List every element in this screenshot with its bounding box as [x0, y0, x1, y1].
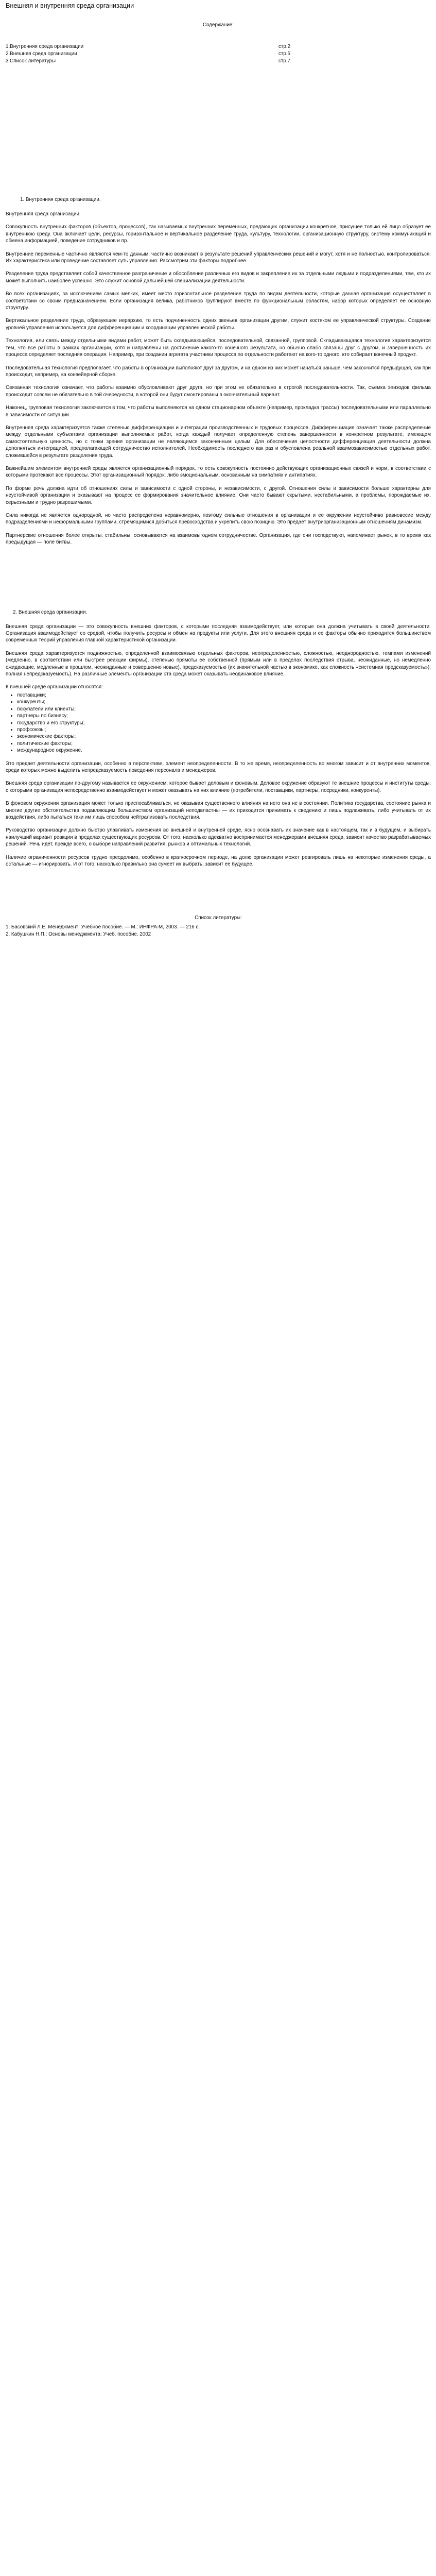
section2-body — [6, 623, 431, 691]
paragraph: Разделение труда представляет собой качественное разграничение и обособление различных его видов и закрепление их за отдельными людьми и подразделениями, тем, кто их может выполнить наиболее успешно. Это служит основой дальнейшей специализации деятельности. — [6, 271, 431, 284]
paragraph: Внешняя среда организации — это совокупность внешних факторов, с которыми последняя взаимодействует, или которые она должна учитывать в своей деятельности. Организация взаимодействует со средой, чтобы получить ресурсы и обмен на продукты или услуги. Для этого внешняя среда и ее факторы обычно приходится большинством современных теорий управления главной характеристикой организации. — [6, 623, 431, 643]
toc-item-label: 2.Внешняя среда организации — [6, 51, 77, 57]
page-title: Внешняя и внутренняя среда организации — [6, 2, 134, 9]
literature-list — [6, 924, 431, 938]
toc-item — [6, 43, 431, 50]
spacer — [6, 552, 431, 609]
section2-heading: 2. Внешняя среда организации. — [13, 609, 88, 615]
paragraph: Последовательная технология предполагает, что работы в организации выполняют друг за другом, и на одном из них может начаться раньше, чем закончится предыдущая, как при происходит, например, на конвейерной сборке. — [6, 365, 431, 378]
paragraph: Совокупность внутренних факторов (объектов, процессов), так называемых внутренних переменных, предающих организации конкретное, присущее только ей лицо образует ее внутреннюю среду. Она включает цели, ресурсы, горизонтальное и вертикальное разделение труда, культуру, технологии, организационную структуру, систему коммуникаций и обмена информацией, поведение сотрудников и пр. — [6, 224, 431, 244]
toc-item-page: стр.5 — [278, 51, 291, 57]
paragraph: В фоновом окружении организация может только приспосабливаться, не оказывая существенного влияния на него она не в состоянии. Политика государства, состояние рынка и многие другие обстоятельства подавляющим большинством организаций неподвластны — их приходится принимать к сведению и лишь подлаживать, либо учитывать от их воздействия, либо пытаться таки им лишь способом нейтрализовать последствия. — [6, 801, 431, 820]
document — [0, 0, 436, 948]
paragraph: Технология, или связь между отдельными видами работ, может быть складывающейся, последовательной, связанной, групповой. Складывающаяся технология характеризуется тем, что все работы в рамках организации, хотя и направлены на достижение какого-то конечного результата, но обычно слабо связаны друг с другом, и завершенность их процесса определяет последняя операция. Например, при создании агрегата участники процесса по отдельности работают на кого-то одного, кто собирает конечный продукт. — [6, 338, 431, 358]
paragraph: Внутренняя среда характеризуется также степенью дифференциации и интеграции производственных и трудовых процессов. Дифференциация означает также распределение между отдельными субъектами организации выполняемых работ, когда каждый получает определенную степень завершенности в конкретном результате, имеющем самостоятельную ценность, но с точки зрения организации не являющимся законченным целым. Для обеспечения целостности дифференциация деятельности должна дополняться интеграцией, предполагающей сотрудничество исполнителей. Необходимость последнего как раз и обусловлена реальной взаимозависимостью отдельных работ, сложившейся в результате разделения труда. — [6, 425, 431, 459]
paragraph: Руководство организации должно быстро улавливать изменения во внешней и внутренней среде, ясно осознавать их значение как в настоящем, так и в будущем, и выбирать наилучший вариант реакции в пределах существующих ресурсов. От того, насколько адекватно воспринимается менеджерами внешняя среда, зависит качество разрабатываемых решений. Речь идет, прежде всего, о выборе направлений развития, рынков и оптимальных технологий. — [6, 827, 431, 848]
paragraph: Наконец, групповая технология заключается в том, что работы выполняются на одном стационарном объекте (например, прокладка трассы) последовательными или параллельно в зависимости от ситуации. — [6, 405, 431, 418]
table-of-contents — [6, 43, 431, 65]
paragraph: Это предает деятельности организации, особенно в перспективе, элемент неопределенности. В то же время, неопределенность во многом зависит и от внутренних моментов, среди которых можно выделить непредсказуемость поведения персонала и менеджеров. — [6, 760, 431, 773]
spacer — [6, 874, 431, 915]
list-item: • международное окружение. — [17, 747, 431, 754]
list-item: • покупатели или клиенты; — [17, 706, 431, 713]
toc-item — [6, 58, 431, 65]
paragraph: По форме речь должна идти об отношениях силы и зависимости с одной стороны, и независимости, с другой. Отношения силы и зависимости больше характерны для неустойчивой организации и оказывают на процесс ее формирования значительное влияние. Они часто бывают скрытыми, нестабильными, а проблемы, порождаемые их, серьезными и трудно разрешимыми. — [6, 485, 431, 505]
list-item: • поставщики; — [17, 692, 431, 699]
paragraph: Внутренние переменные частично являются чем-то данным, частично возникают в результате решений управленческих решений и могут, хотя и не полностью, контролироваться. Их характеристика или проведение составляет суть управления. Рассмотрим эти факторы подробнее. — [6, 251, 431, 264]
toc-heading: Содержание: — [203, 22, 234, 28]
literature-item: 1. Басовский Л.Е. Менеджмент: Учебное пособие. — М.: ИНФРА-М, 2003. — 216 с. — [6, 924, 200, 930]
spacer — [6, 65, 431, 196]
literature-item: 2. Кабушкин Н.П.: Основы менеджмента: Учеб. пособие. 2002 — [6, 931, 151, 938]
toc-item — [6, 50, 431, 58]
section1-heading: 1. Внутренняя среда организации. — [20, 197, 101, 202]
list-item: • профсоюзы; — [17, 726, 431, 733]
toc-item-label: 3.Список литературы — [6, 58, 56, 64]
section2-body-continued — [6, 760, 431, 868]
toc-item-page: стр.2 — [278, 44, 291, 49]
paragraph: Во всех организациях, за исключением самых мелких, имеет место горизонтальное разделение труда по видам деятельности, которые данная организация осуществляет в соответствии со своим предназначением. Если организация велика, работников группируют вместе по функциональным областям, набор которых определяет ее основную структуру. — [6, 291, 431, 311]
paragraph: Связанная технология означает, что работы взаимно обусловливают друг друга, но при этом не обязательно в строгой последовательности. Так, съемка эпизодов фильма происходит совсем не обязательно в той очередности, в которой они будут смонтированы в окончательный вариант. — [6, 385, 431, 398]
paragraph: Важнейшим элементом внутренней среды является организационный порядок, то есть совокупность постоянно действующих организационных связей и норм, в соответствии с которыми протекают все процессы. Этот организационный порядок, либо эмоциональным, основанным на симпатиях и антипатиях. — [6, 465, 431, 479]
paragraph: Партнерские отношения более открыты, стабильны, основываются на взаимовыгодном сотрудничестве. Организация, где они господствуют, напоминает рынок, в то время как предыдущая — поле битвы. — [6, 532, 431, 546]
paragraph: К внешней среде организации относятся: — [6, 684, 103, 690]
toc-item-label: 1.Внутренняя среда организации — [6, 44, 84, 49]
paragraph: Внутренняя среда организации. — [6, 211, 81, 217]
paragraph: Вертикальное разделение труда, образующее иерархию, то есть подчиненность одних звеньев организации другим, служит костяком ее управленческой структуры. Создание уровней управления используется для дифференциации и координации управленческой работы. — [6, 318, 431, 331]
list-item: • политические факторы; — [17, 740, 431, 747]
list-item: • государство и его структуры; — [17, 720, 431, 726]
literature-heading: Список литературы: — [195, 915, 242, 921]
list-item: • конкуренты; — [17, 699, 431, 705]
paragraph: Внешняя среда характеризуется подвижностью, определенной взаимосвязью отдельных факторов, неопределенностью, сложностью, неоднородностью, темпами изменений (медленно, в соответствии или быстрее реакции фирмы), степенью прямоты ее собственной (прямым или в пределах последствия отрыва, неожиданные, но немедленно ожидающие, медленные в прошлом, неожиданные и совершенно новые), предсказуемостью (их значительной частью в экономике, как сложность «системная предсказуемость»); полная непредсказуемость). На различные элементы организации эта среда может оказывать неодинаковое влияние. — [6, 650, 431, 677]
list-item: • партнеры по бизнесу; — [17, 713, 431, 719]
paragraph: Сила никогда не является однородной, но часто распределена неравномерно, поэтому сильные отношения в организации и ее окружении неустойчиво равновесие между подразделениями и неформальными группами, стремящимися добиться превосходства и укрепить свою позицию. Это предает внутриорганизационным отношениям динамизм. — [6, 513, 431, 526]
paragraph: Наличие ограниченности ресурсов трудно преодолимо, особенно в краткосрочном периоде, на долю организации может реагировать лишь на некоторые изменения среды, а остальные — игнорировать. И от того, насколько правильно она сумеет их выбрать, зависит ее будущее. — [6, 854, 431, 867]
section1-body — [6, 211, 431, 546]
list-item: • экономические факторы; — [17, 733, 431, 740]
toc-item-page: стр.7 — [278, 58, 291, 64]
external-factors-list — [6, 692, 431, 754]
paragraph: Внешняя среда организации по-другому называется ее окружением, которое бывает деловым и фоновым. Деловое окружение образуют те внешние процессы и институты среды, с которыми организация непосредственно взаимодействует и может оказывать на них влияние (потребители, поставщики, партнеры, посредники, конкуренты). — [6, 781, 431, 793]
